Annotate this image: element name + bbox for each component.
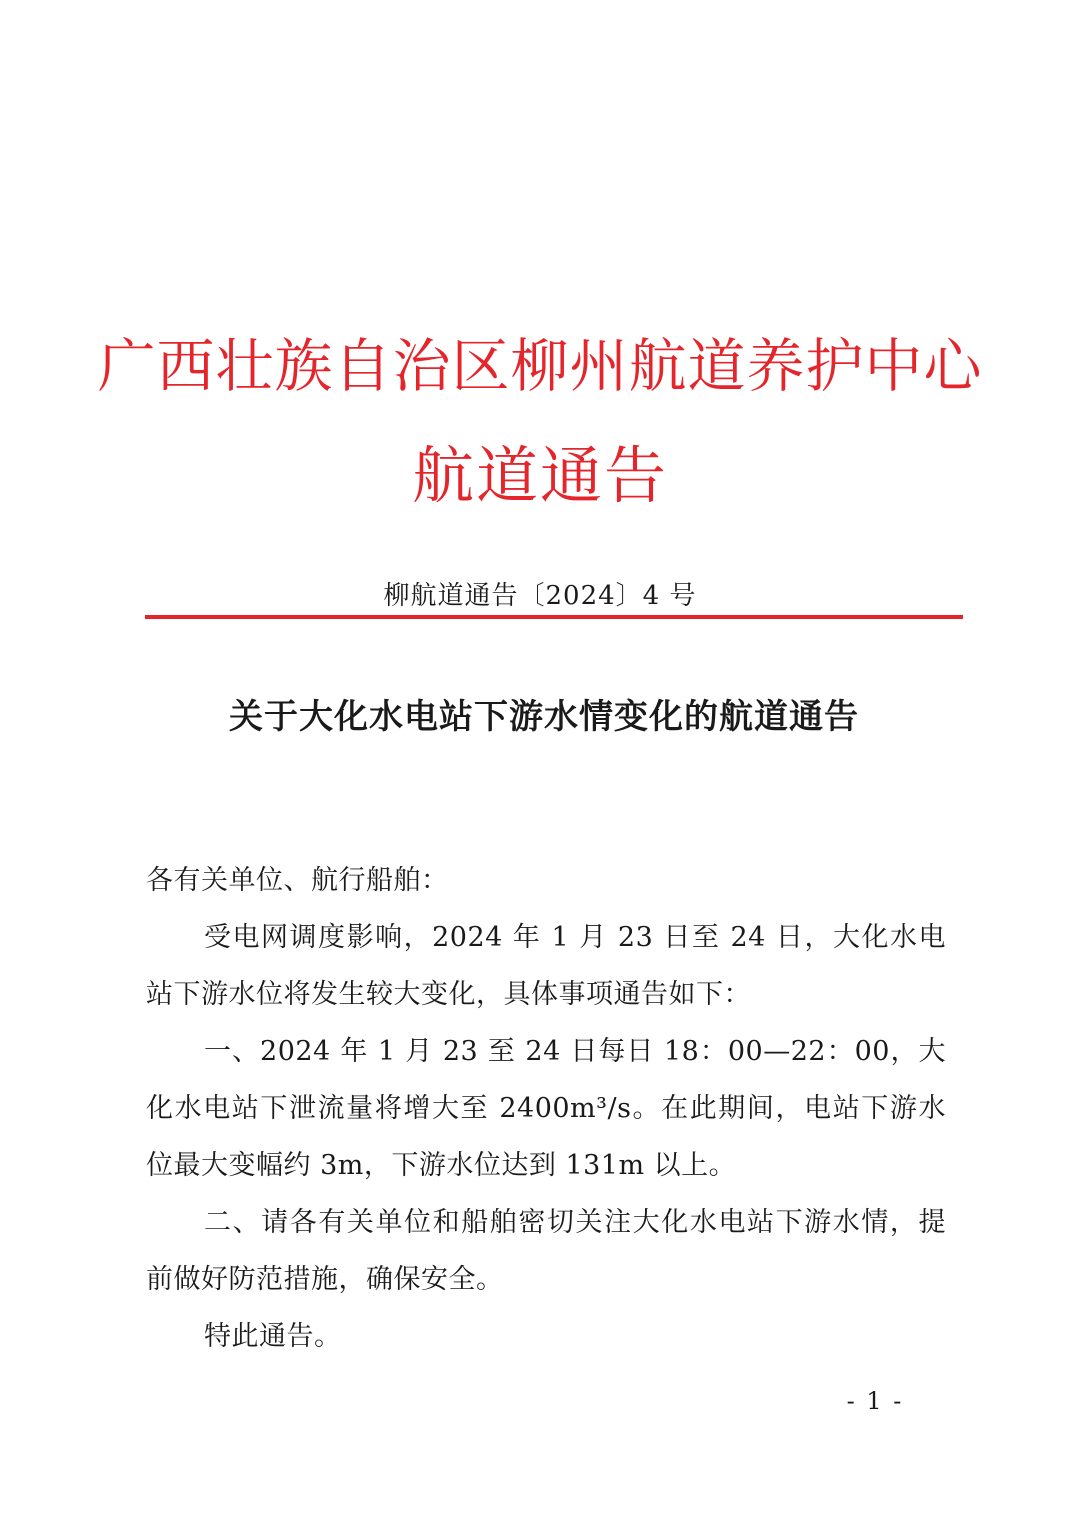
- page-number: - 1 -: [846, 1387, 904, 1415]
- paragraph-item-2: 二、请各有关单位和船舶密切关注大化水电站下游水情，提前做好防范措施，确保安全。: [146, 1207, 946, 1295]
- closing-line: 特此通告。: [204, 1321, 342, 1352]
- notice-body: [146, 852, 946, 1365]
- document-number: 柳航道通告〔2024〕4 号: [383, 581, 697, 611]
- document-type: 航道通告: [411, 439, 668, 512]
- red-separator-line: [145, 615, 963, 619]
- paragraph-intro: 受电网调度影响，2024 年 1 月 23 日至 24 日，大化水电站下游水位将发生较大变化，具体事项通告如下：: [146, 922, 946, 1010]
- notice-title: 关于大化水电站下游水情变化的航道通告: [229, 697, 859, 737]
- salutation: 各有关单位、航行船舶：: [146, 865, 449, 896]
- paragraph-item-1: 一、2024 年 1 月 23 至 24 日每日 18：00—22：00，大化水电站下泄流量将增大至 2400m³/s。在此期间，电站下游水位最大变幅约 3m，下游水位达到 131m 以上。: [146, 1036, 946, 1181]
- organization-name: 广西壮族自治区柳州航道养护中心: [97, 332, 983, 400]
